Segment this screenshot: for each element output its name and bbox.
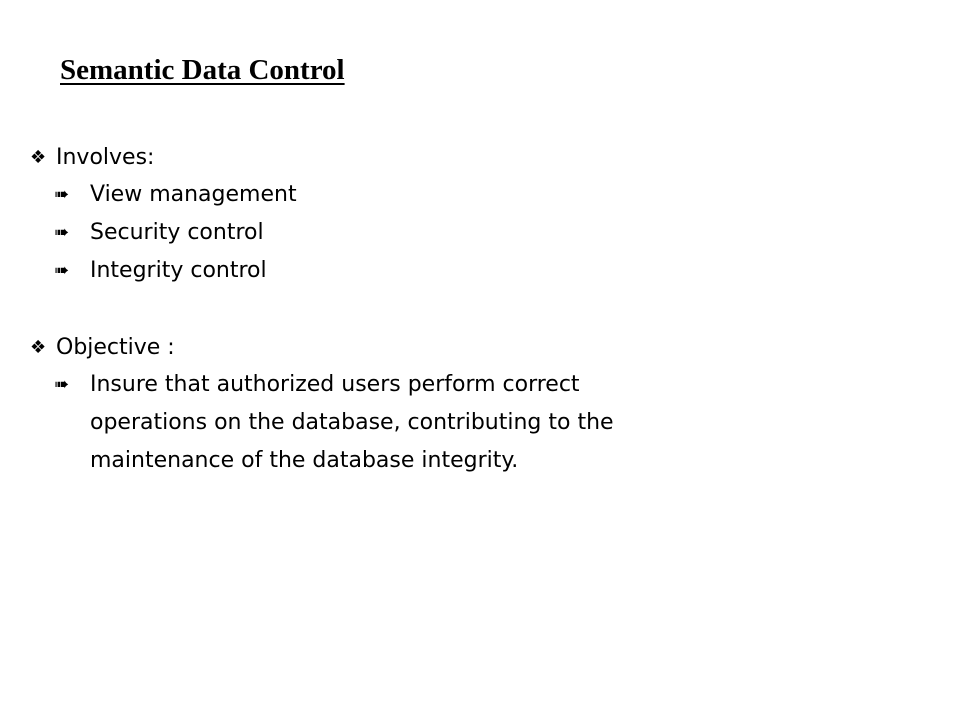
sub-bullet-security-control — [54, 214, 910, 252]
sub-bullet-text: Integrity control — [90, 258, 267, 283]
section-objective — [30, 330, 910, 480]
diamond-bullet-icon: ❖ — [30, 147, 47, 168]
slide-title: Semantic Data Control — [60, 54, 345, 86]
bullet-objective — [30, 330, 910, 366]
arrow-bullet-icon: ➠ — [54, 374, 70, 395]
arrow-bullet-icon: ➠ — [54, 260, 70, 281]
bullet-heading: Involves: — [56, 145, 155, 170]
section-involves — [30, 140, 910, 290]
sub-bullet-text: Insure that authorized users perform correct operations on the database, contributing to the maintenance of the database integrity. — [90, 372, 614, 473]
diamond-bullet-icon: ❖ — [30, 337, 47, 358]
sub-bullet-integrity-control — [54, 252, 910, 290]
arrow-bullet-icon: ➠ — [54, 222, 70, 243]
sub-bullet-objective-text — [54, 366, 694, 480]
sub-bullet-text: View management — [90, 182, 297, 207]
sub-bullet-text: Security control — [90, 220, 264, 245]
bullet-heading: Objective : — [56, 335, 175, 360]
arrow-bullet-icon: ➠ — [54, 184, 70, 205]
sub-bullet-view-management — [54, 176, 910, 214]
bullet-involves — [30, 140, 910, 176]
